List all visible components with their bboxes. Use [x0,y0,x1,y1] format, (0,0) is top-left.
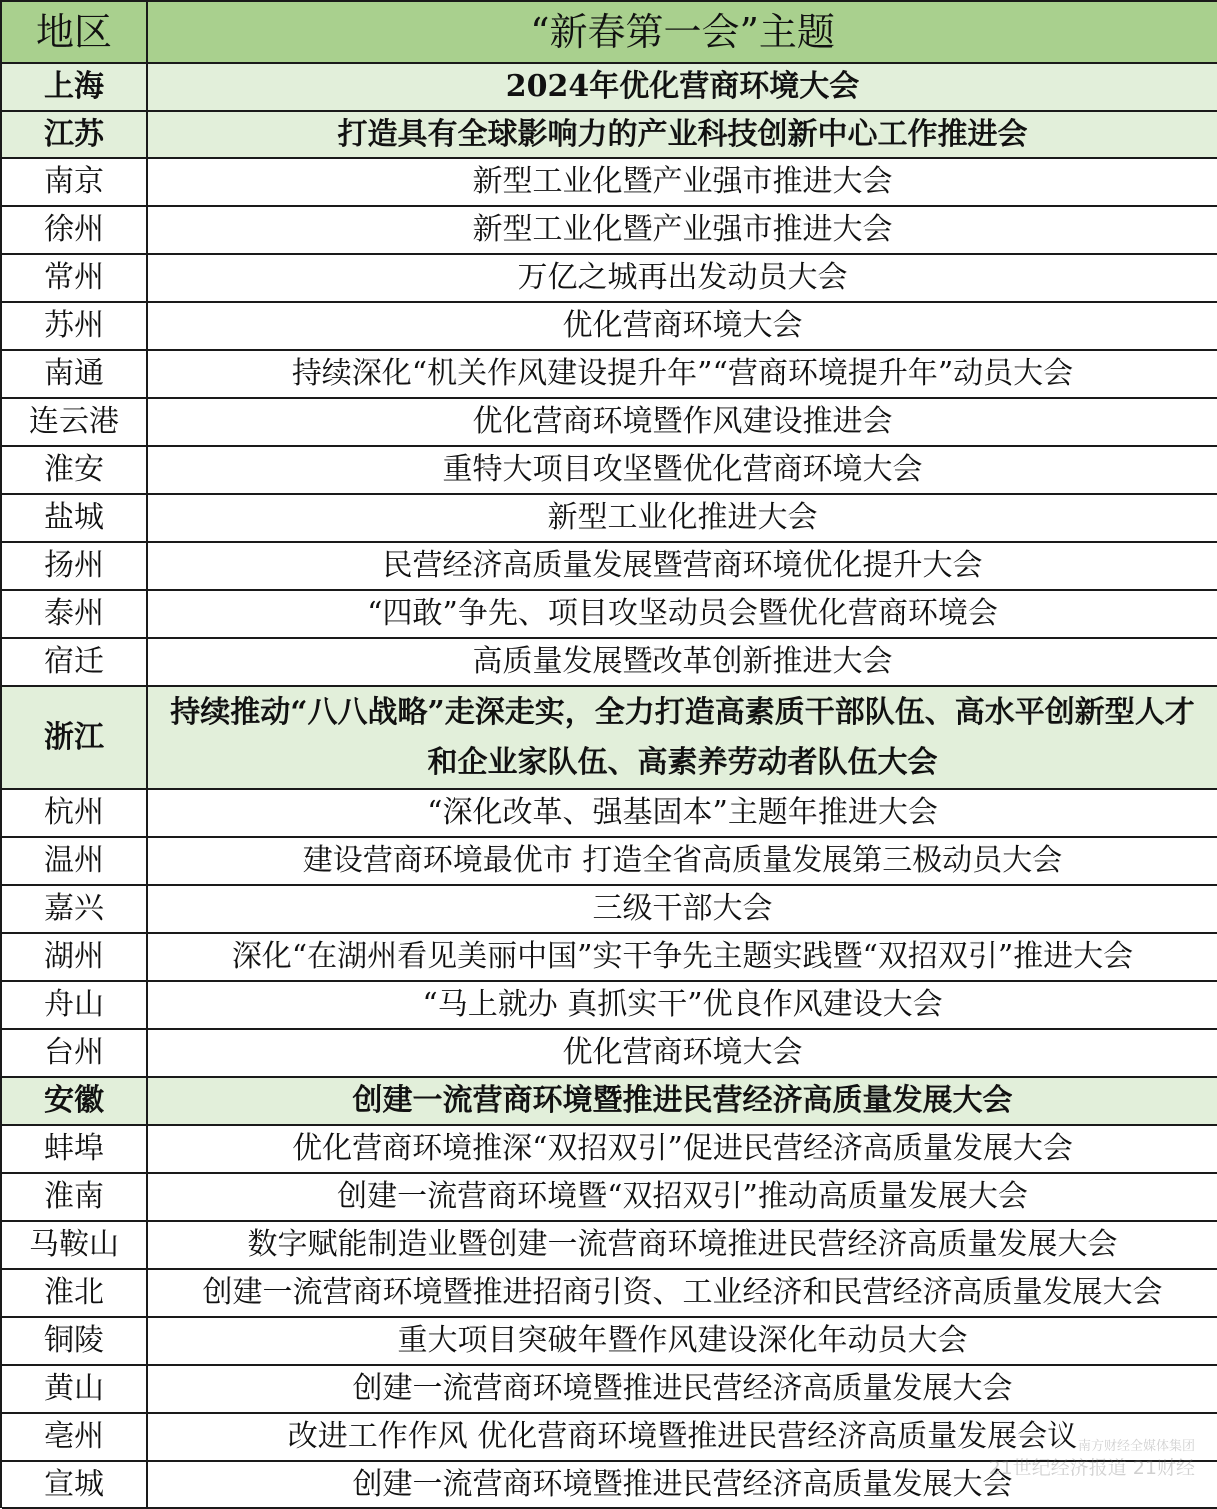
theme-cell: 优化营商环境大会 [148,303,1217,351]
region-cell: 淮安 [2,447,148,495]
theme-cell: “马上就办 真抓实干”优良作风建设大会 [148,982,1217,1030]
theme-cell: 优化营商环境推深“双招双引”促进民营经济高质量发展大会 [148,1126,1217,1174]
region-cell: 杭州 [2,790,148,838]
region-cell: 马鞍山 [2,1222,148,1270]
region-cell: 南通 [2,351,148,399]
theme-cell: 持续深化“机关作风建设提升年”“营商环境提升年”动员大会 [148,351,1217,399]
theme-cell: 新型工业化暨产业强市推进大会 [148,159,1217,207]
theme-cell: 重大项目突破年暨作风建设深化年动员大会 [148,1318,1217,1366]
theme-cell: 创建一流营商环境暨“双招双引”推动高质量发展大会 [148,1174,1217,1222]
theme-cell: 持续推动“八八战略”走深走实，全力打造高素质干部队伍、高水平创新型人才和企业家队伍、高素养劳动者队伍大会 [148,687,1217,790]
region-cell: 上海 [2,64,148,112]
region-cell: 温州 [2,838,148,886]
theme-cell: “深化改革、强基固本”主题年推进大会 [148,790,1217,838]
theme-cell: 创建一流营商环境暨推进民营经济高质量发展大会 [148,1366,1217,1414]
theme-cell: 建设营商环境最优市 打造全省高质量发展第三极动员大会 [148,838,1217,886]
region-cell: 江苏 [2,112,148,159]
region-cell: 淮南 [2,1174,148,1222]
region-cell: 南京 [2,159,148,207]
region-cell: 淮北 [2,1270,148,1318]
region-cell: 舟山 [2,982,148,1030]
region-cell: 蚌埠 [2,1126,148,1174]
theme-cell: 新型工业化暨产业强市推进大会 [148,207,1217,255]
theme-cell: 高质量发展暨改革创新推进大会 [148,639,1217,687]
region-cell: 安徽 [2,1078,148,1126]
region-cell: 连云港 [2,399,148,447]
region-cell: 黄山 [2,1366,148,1414]
theme-cell: 新型工业化推进大会 [148,495,1217,543]
theme-cell: 改进工作作风 优化营商环境暨推进民营经济高质量发展会议 [148,1414,1217,1462]
theme-cell: 深化“在湖州看见美丽中国”实干争先主题实践暨“双招双引”推进大会 [148,934,1217,982]
theme-cell: 万亿之城再出发动员大会 [148,255,1217,303]
region-cell: 亳州 [2,1414,148,1462]
theme-cell: 创建一流营商环境暨推进招商引资、工业经济和民营经济高质量发展大会 [148,1270,1217,1318]
theme-cell: 民营经济高质量发展暨营商环境优化提升大会 [148,543,1217,591]
region-cell: 盐城 [2,495,148,543]
header-region: 地区 [2,2,148,64]
region-cell: 苏州 [2,303,148,351]
theme-cell: 优化营商环境大会 [148,1030,1217,1078]
theme-cell: 打造具有全球影响力的产业科技创新中心工作推进会 [148,112,1217,159]
region-cell: 湖州 [2,934,148,982]
theme-cell: 创建一流营商环境暨推进民营经济高质量发展大会 [148,1078,1217,1126]
watermark-brand: 21世纪经济报道 21财经 [988,1457,1195,1479]
theme-cell: 三级干部大会 [148,886,1217,934]
theme-cell: 2024年优化营商环境大会 [148,64,1217,112]
region-cell: 台州 [2,1030,148,1078]
region-cell: 徐州 [2,207,148,255]
region-cell: 宣城 [2,1462,148,1509]
region-cell: 扬州 [2,543,148,591]
region-cell: 嘉兴 [2,886,148,934]
region-cell: 泰州 [2,591,148,639]
region-cell: 浙江 [2,687,148,790]
theme-cell: 数字赋能制造业暨创建一流营商环境推进民营经济高质量发展大会 [148,1222,1217,1270]
region-cell: 铜陵 [2,1318,148,1366]
region-cell: 宿迁 [2,639,148,687]
theme-cell: 优化营商环境暨作风建设推进会 [148,399,1217,447]
header-theme: “新春第一会”主题 [148,2,1217,64]
watermark-publisher: 南方财经全媒体集团 [1077,1439,1195,1454]
theme-cell: “四敢”争先、项目攻坚动员会暨优化营商环境会 [148,591,1217,639]
theme-cell: 重特大项目攻坚暨优化营商环境大会 [148,447,1217,495]
theme-cell: 创建一流营商环境暨推进民营经济高质量发展大会 [148,1462,1217,1509]
region-cell: 常州 [2,255,148,303]
